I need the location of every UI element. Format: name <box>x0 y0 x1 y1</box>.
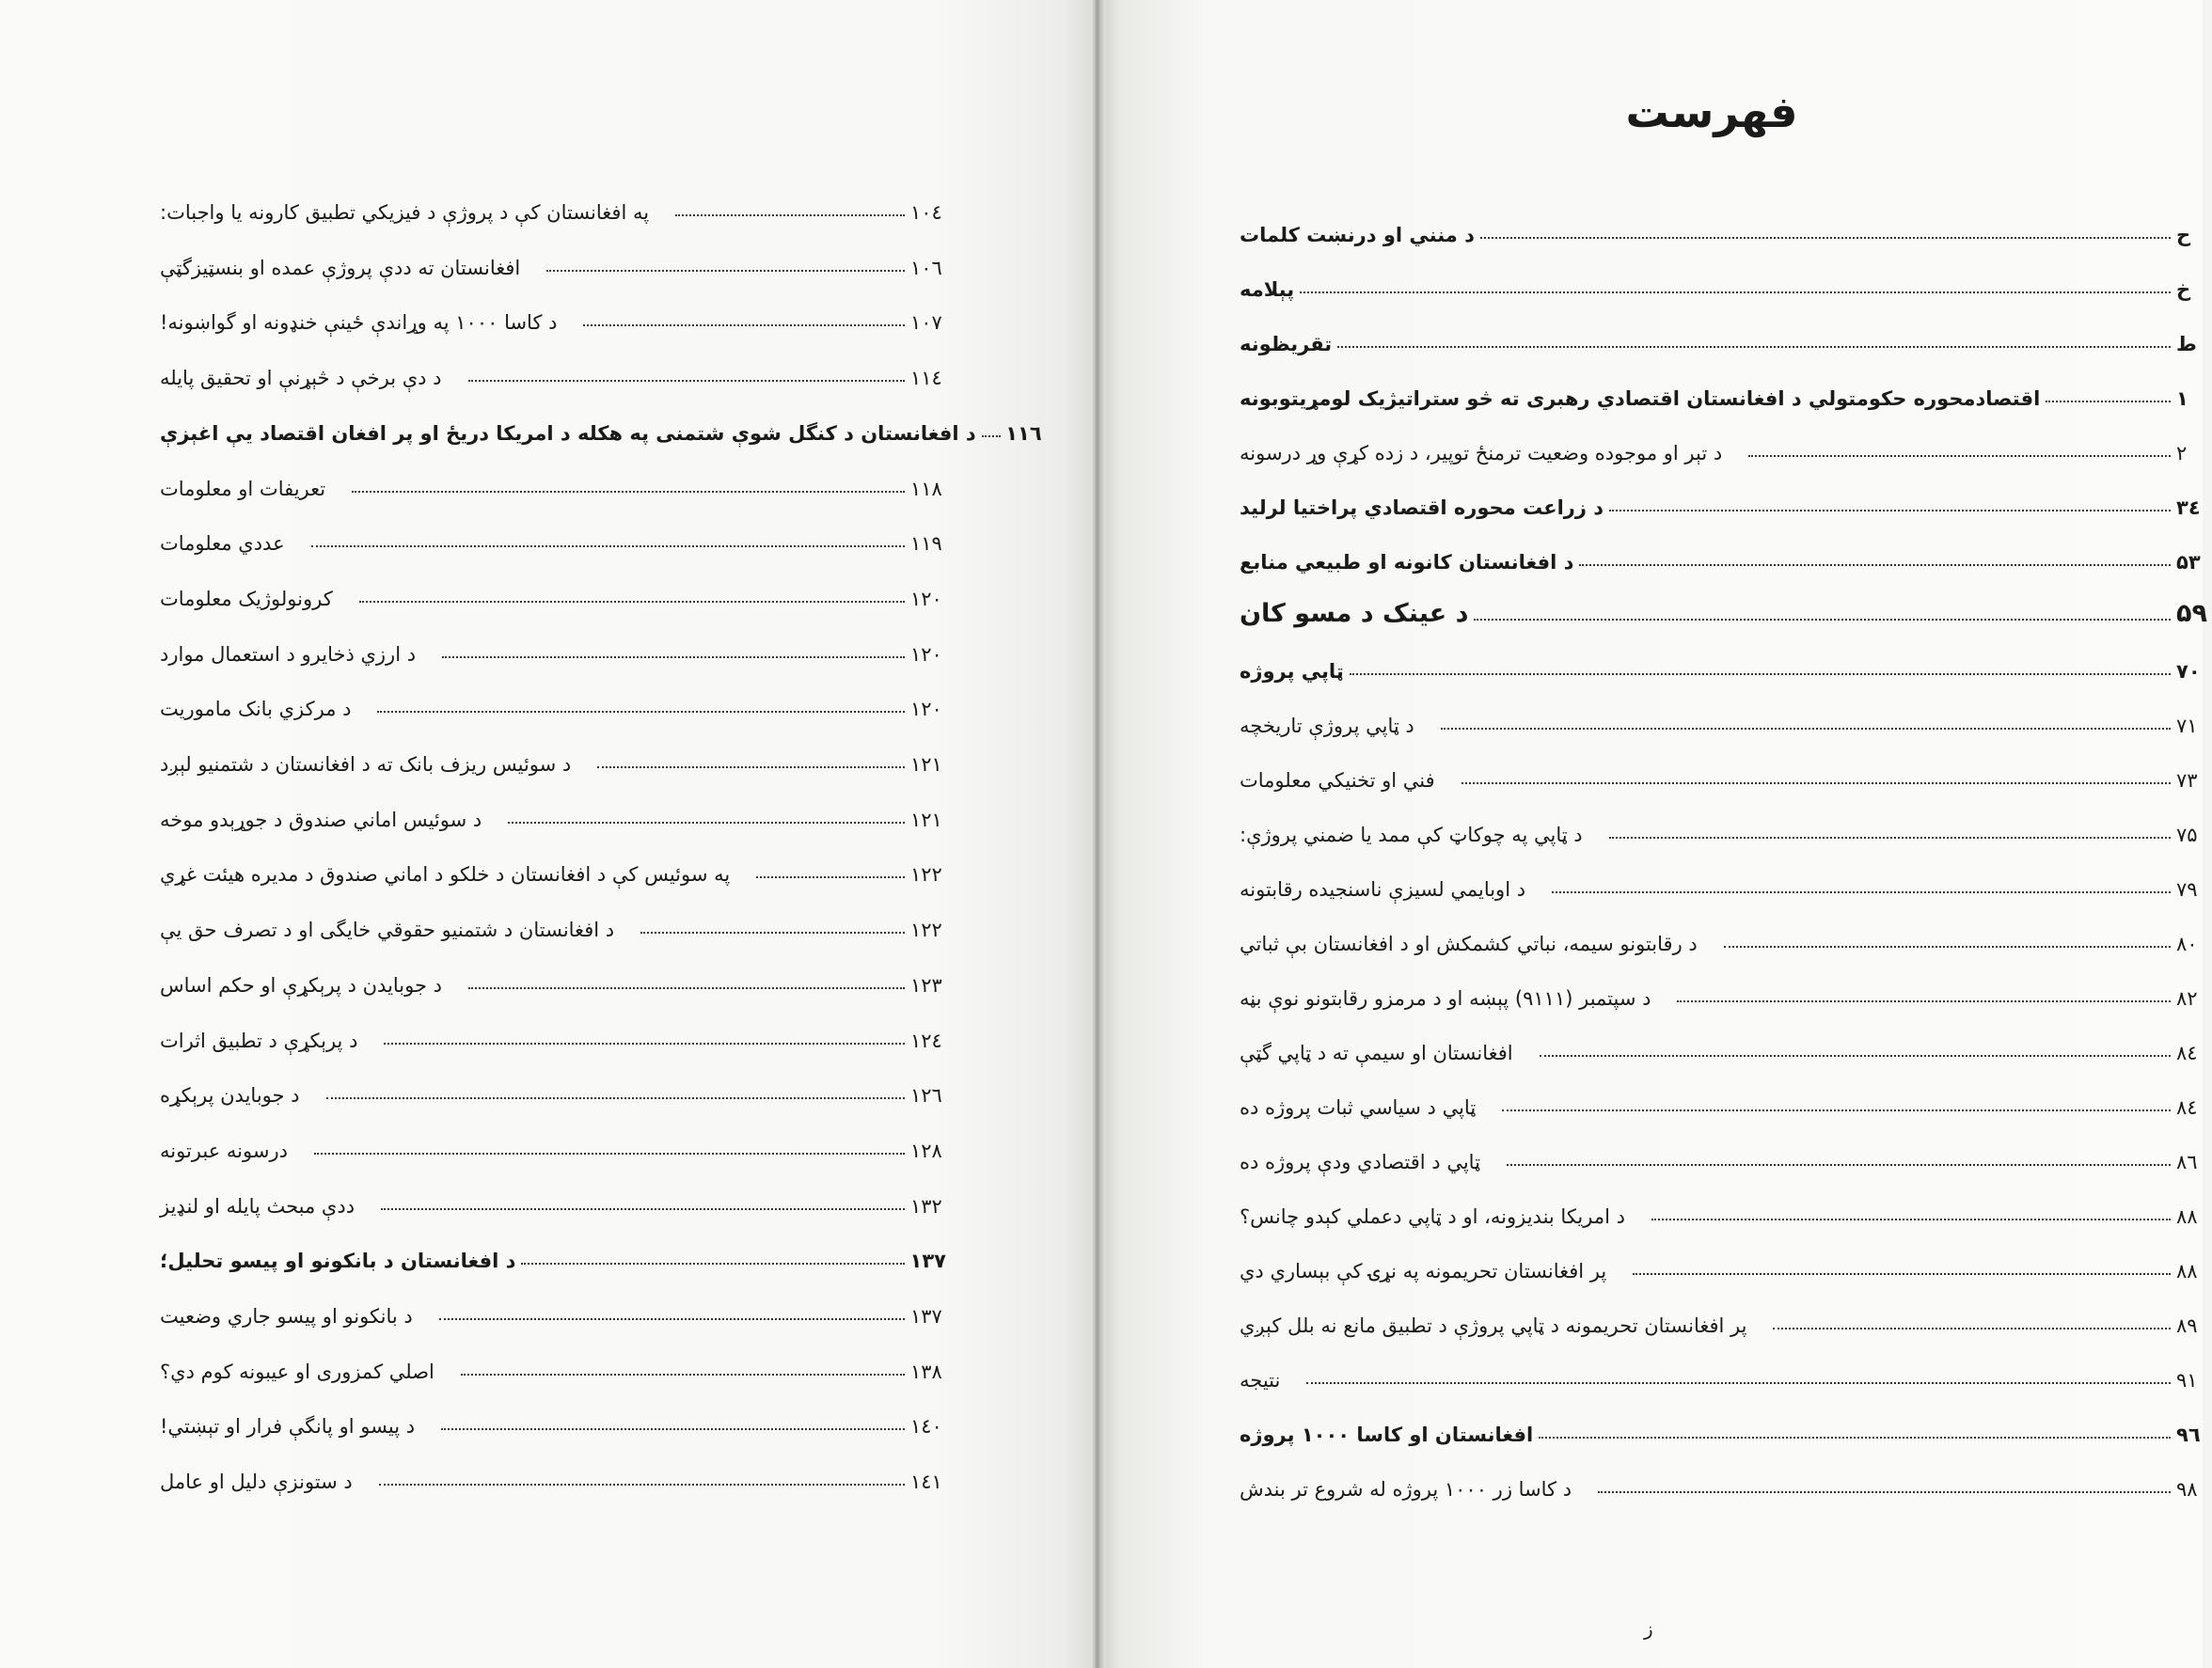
toc-entry-page-number: ۱۳۷ <box>910 1305 942 1328</box>
toc-entry-title: د ټاپي پروژې تاريخچه <box>1240 715 1414 737</box>
toc-entry <box>160 1456 946 1493</box>
dot-leader <box>1651 1219 2171 1220</box>
dot-leader <box>675 214 905 216</box>
toc-entry <box>1240 590 2212 628</box>
toc-entry-title: د افغانستان کانونه او طبيعي منابع <box>1240 551 1574 574</box>
dot-leader <box>508 822 905 824</box>
toc-entry-page-number: ۸۲ <box>2176 987 2198 1010</box>
toc-entry <box>1240 263 2212 301</box>
dot-leader <box>468 987 905 989</box>
toc-entry-page-number: ۷۱ <box>2176 715 2198 737</box>
toc-entry <box>1240 209 2212 246</box>
toc-entry <box>1240 972 2212 1010</box>
toc-entry-page-number: ۱۳۸ <box>910 1360 942 1383</box>
dot-leader <box>521 1263 904 1265</box>
toc-entry-title: د جوبايدن د پرېکړې او حکم اساس <box>160 973 443 997</box>
dot-leader <box>314 1153 905 1155</box>
toc-entry-title: افغانستان او سيمې ته د ټاپي گټې <box>1240 1042 1513 1064</box>
left-page <box>0 0 1098 1668</box>
toc-entry-title: د بانکونو او پيسو جاري وضعيت <box>160 1305 413 1328</box>
toc-entry <box>160 463 946 500</box>
toc-entry-page-number: ۵۹ <box>2176 599 2207 628</box>
toc-entry <box>1240 645 2212 683</box>
toc-entry <box>1240 863 2212 901</box>
dot-leader <box>311 545 905 547</box>
toc-entry-page-number: ۸۹ <box>2176 1314 2198 1337</box>
right-page <box>1098 0 2207 1668</box>
toc-entry-page-number: ۱۱٦ <box>1005 421 1042 445</box>
dot-leader <box>1540 1055 2171 1057</box>
toc-entry-title: پر افغانستان تحريمونه د ټاپي پروژې د تطبيق مانع نه بلل کېږي <box>1240 1314 1747 1337</box>
dot-leader <box>583 324 905 326</box>
dot-leader <box>326 1097 905 1099</box>
toc-entry <box>1240 1354 2212 1392</box>
toc-entry-title: د سوئيس اماني صندوق د جوړېدو موخه <box>160 808 482 831</box>
toc-entry-page-number: ۱۰٤ <box>910 201 942 224</box>
toc-entry-page-number: ۹۸ <box>2176 1478 2198 1501</box>
toc-entry-page-number: ۱۲۱ <box>910 753 942 776</box>
dot-leader <box>442 656 905 658</box>
toc-entry-page-number: ۸۸ <box>2176 1205 2198 1228</box>
dot-leader <box>1773 1328 2171 1330</box>
dot-leader <box>379 1484 905 1486</box>
dot-leader <box>1677 1000 2171 1002</box>
toc-entry-title: اصلي کمزوری او عيبونه کوم دي؟ <box>160 1360 434 1383</box>
dot-leader <box>1748 455 2171 457</box>
toc-entry-page-number: ۱۰۷ <box>910 311 942 335</box>
toc-entry-page-number: ۷۰ <box>2176 660 2201 683</box>
toc-entry-title: تعريفات او معلومات <box>160 477 326 500</box>
dot-leader <box>1724 946 2171 948</box>
toc-entry-title: د اوبايمي لسيزې ناسنجيده رقابتونه <box>1240 878 1526 901</box>
toc-entry <box>1240 754 2212 792</box>
toc-entry-page-number: ۸٤ <box>2176 1096 2198 1119</box>
toc-entry <box>160 296 946 334</box>
toc-entry-page-number: ۱۲۲ <box>910 863 942 887</box>
toc-entry-title: د تېر او موجوده وضعيت ترمنځ توپير، د زده کړې وړ درسونه <box>1240 442 1723 464</box>
toc-entry-page-number: ۱۲۲ <box>910 919 942 942</box>
dot-leader <box>1441 728 2171 730</box>
book-gutter <box>1091 0 1106 1668</box>
toc-entry-title: کرونولوژيک معلومات <box>160 587 333 610</box>
dot-leader <box>1579 564 2171 566</box>
toc-entry-title: د ستونزې دليل او عامل <box>160 1471 353 1494</box>
toc-entry <box>160 186 946 224</box>
toc-entry-page-number: ۳٤ <box>2176 496 2201 519</box>
dot-leader <box>640 932 905 934</box>
toc-entry <box>160 407 1042 445</box>
toc-entry <box>1240 918 2212 955</box>
toc-entry <box>1240 372 2212 410</box>
toc-entry <box>160 904 946 941</box>
toc-entry-title: د افغانستان د بانکونو او پيسو تحليل؛ <box>160 1250 516 1273</box>
toc-entry-page-number: ۸۸ <box>2176 1260 2198 1282</box>
dot-leader <box>461 1374 905 1376</box>
toc-entry <box>160 959 946 997</box>
toc-entry <box>1240 809 2212 846</box>
toc-entry-page-number: ۱۳۲ <box>910 1194 942 1218</box>
dot-leader <box>1480 237 2171 239</box>
toc-entry <box>160 848 946 886</box>
toc-entry-page-number: ۱۲٦ <box>910 1084 942 1108</box>
toc-entry-title: عددي معلومات <box>160 532 285 556</box>
toc-entry-page-number: ۱۱۹ <box>910 532 942 556</box>
toc-entry-page-number: ۱۲۸ <box>910 1139 942 1162</box>
toc-entry-page-number: ۸۰ <box>2176 933 2198 955</box>
toc-entry-title: د ټاپي په چوکاټ کې ممد يا ضمني پروژې: <box>1240 824 1583 846</box>
toc-entry-title: د افغانستان د شتمنيو حقوقي خايگی او د تصرف حق يې <box>160 919 615 942</box>
toc-entry-title: د کاسا ۱۰۰۰ په وړاندې ځينې خنډونه او گواښونه! <box>160 311 558 335</box>
toc-entry-page-number: ۱۳۷ <box>909 1250 946 1273</box>
dot-leader <box>381 1208 905 1210</box>
toc-entry-page-number: ط <box>2176 333 2197 355</box>
toc-entry-page-number: ۲ <box>2176 442 2188 464</box>
dot-leader <box>359 601 905 603</box>
toc-entry-page-number: ۹٦ <box>2176 1424 2201 1446</box>
toc-entry <box>160 242 946 279</box>
toc-entry-title: د پيسو او پانگې فرار او تېښتي! <box>160 1415 416 1439</box>
dot-leader <box>1507 1164 2171 1166</box>
toc-entry-title: ددې مبحث پايله او لنډيز <box>160 1194 356 1218</box>
toc-entry <box>1240 318 2212 355</box>
toc-entry-page-number: ۱ <box>2176 387 2188 410</box>
toc-entry <box>1240 1081 2212 1119</box>
dot-leader <box>1300 291 2171 293</box>
toc-entry <box>160 352 946 389</box>
dot-leader <box>1462 782 2171 784</box>
toc-entry-title: د عينک د مسو کان <box>1240 599 1469 628</box>
toc-entry <box>160 1400 946 1438</box>
dot-leader <box>1337 346 2171 348</box>
dot-leader <box>1306 1382 2171 1384</box>
toc-entry-title: پېلامه <box>1240 278 1295 301</box>
toc-entry <box>160 1290 946 1328</box>
toc-entry-page-number: ۱٤۰ <box>910 1415 942 1439</box>
toc-entry-page-number: ۷۵ <box>2176 824 2198 846</box>
toc-entry <box>160 1125 946 1162</box>
toc-entry-title: د زراعت محوره اقتصادي پراختيا لرليد <box>1240 496 1604 519</box>
toc-entry-title: ټاپي پروژه <box>1240 660 1344 683</box>
page-title: فهرست <box>1625 87 1798 137</box>
toc-entry <box>1240 536 2212 574</box>
toc-entry <box>1240 1463 2212 1501</box>
toc-entry-title: ټاپي د سياسي ثبات پروژه ده <box>1240 1096 1477 1119</box>
toc-entry <box>160 683 946 720</box>
toc-entry <box>1240 1027 2212 1064</box>
toc-entry-title: فني او تخنيکي معلومات <box>1240 769 1435 792</box>
toc-entry-title: د سپتمبر (۹۱۱۱) پېښه او د مرمزو رقابتونو نوې بڼه <box>1240 987 1651 1010</box>
toc-entry-page-number: ۱۲۰ <box>910 587 942 610</box>
dot-leader <box>982 435 1001 437</box>
toc-entry-title: د افغانستان د کنگل شوې شتمنی په هکله د امريکا دريځ او پر افغان اقتصاد يې اغېزې <box>160 421 976 445</box>
toc-entry-title: په سوئيس کې د افغانستان د خلکو د اماني صندوق د مديره هيئت غړي <box>160 863 731 887</box>
toc-entry-title: د سوئيس ريزف بانک ته د افغانستان د شتمنيو لېږد <box>160 753 572 776</box>
page-number-folio: ز <box>1644 1617 1653 1640</box>
toc-entry <box>160 1015 946 1052</box>
toc-entry-page-number: ۱۱۸ <box>910 477 942 500</box>
toc-entry <box>1240 1245 2212 1282</box>
toc-entry <box>1240 700 2212 737</box>
toc-entry <box>1240 1190 2212 1228</box>
toc-entry-title: د جوبايدن پرېکړه <box>160 1084 300 1108</box>
toc-entry-title: ټاپي د اقتصادي ودې پروژه ده <box>1240 1151 1480 1173</box>
dot-leader <box>1350 673 2171 675</box>
toc-entry-page-number: ۹۱ <box>2176 1369 2198 1392</box>
toc-entry-page-number: ۱۲٤ <box>910 1029 942 1052</box>
toc-entry <box>1240 427 2212 464</box>
toc-entry-title: د منني او درنښت کلمات <box>1240 224 1475 246</box>
toc-entry-title: د پرېکړې د تطبيق اثرات <box>160 1029 358 1052</box>
dot-leader <box>1502 1109 2171 1111</box>
dot-leader <box>384 1043 905 1045</box>
dot-leader <box>1609 837 2171 839</box>
toc-entry-title: نتيجه <box>1240 1369 1281 1392</box>
toc-entry <box>160 1345 946 1383</box>
toc-entry-title: د ارزي ذخايرو د استعمال موارد <box>160 642 417 666</box>
toc-entry-title: اقتصادمحوره حکومتولي د افغانستان اقتصادي رهبری ته څو ستراتيژيک لومړيتوبونه <box>1240 387 2041 410</box>
toc-entry-title: افغانستان ته ددې پروژې عمده او بنسټيزگټې <box>160 256 521 279</box>
toc-entry-page-number: ۷۳ <box>2176 769 2198 792</box>
toc-entry <box>1240 1299 2212 1337</box>
dot-leader <box>468 380 905 382</box>
toc-entry <box>160 573 946 610</box>
dot-leader <box>2046 401 2171 402</box>
toc-entry-title: پر افغانستان تحريمونه په نړۍ کې بېساري دي <box>1240 1260 1607 1282</box>
toc-entry-page-number: ۱۲۰ <box>910 698 942 721</box>
toc-entry <box>1240 1136 2212 1173</box>
toc-entry-page-number: ح <box>2176 224 2191 246</box>
toc-entry-title: په افغانستان کې د پروژې د فيزيکي تطبيق کارونه يا واجبات: <box>160 201 650 224</box>
dot-leader <box>1598 1491 2171 1493</box>
toc-entry-page-number: ۱۱٤ <box>910 367 942 390</box>
dot-leader <box>1539 1437 2171 1439</box>
toc-entry <box>160 1235 946 1272</box>
toc-entry-title: د مرکزي بانک ماموريت <box>160 698 352 721</box>
toc-entry-page-number: ۱٤۱ <box>910 1471 942 1494</box>
toc-entry-title: د کاسا زر ۱۰۰۰ پروژه له شروع تر بندش <box>1240 1478 1572 1501</box>
toc-entry-page-number: ۱۲۳ <box>910 973 942 997</box>
toc-entry-title: تقريظونه <box>1240 333 1333 355</box>
toc-entry <box>1240 481 2212 519</box>
dot-leader <box>1609 510 2171 511</box>
dot-leader <box>441 1428 905 1430</box>
toc-entry-page-number: ۵۳ <box>2176 551 2201 574</box>
toc-entry-title: د رقابتونو سيمه، نباتي کشمکش او د افغانستان بې ثباتي <box>1240 933 1698 955</box>
toc-entry-title: د امريکا بنديزونه، او د ټاپي دعملي کېدو چانس؟ <box>1240 1205 1625 1228</box>
dot-leader <box>546 270 905 272</box>
toc-entry-page-number: ۸٤ <box>2176 1042 2198 1064</box>
toc-entry <box>160 1180 946 1218</box>
dot-leader <box>439 1318 905 1320</box>
toc-entry <box>160 1069 946 1107</box>
dot-leader <box>597 766 905 768</box>
toc-entry-page-number: ۱۲۱ <box>910 808 942 831</box>
toc-entry <box>160 738 946 776</box>
toc-entry-title: افغانستان او کاسا ۱۰۰۰ پروژه <box>1240 1424 1534 1446</box>
dot-leader <box>756 876 905 878</box>
toc-entry-page-number: ۱۰٦ <box>910 256 942 279</box>
toc-entry <box>160 517 946 555</box>
toc-entry-title: د دې برخې د څېړنې او تحقيق پايله <box>160 367 442 390</box>
toc-entry <box>1240 1408 2212 1446</box>
toc-entry-title: درسونه عبرتونه <box>160 1139 288 1162</box>
dot-leader <box>1552 891 2171 893</box>
toc-entry <box>160 794 946 831</box>
dot-leader <box>1474 619 2171 621</box>
toc-entry <box>160 628 946 666</box>
dot-leader <box>1633 1273 2171 1275</box>
dot-leader <box>377 711 905 713</box>
toc-entry-page-number: خ <box>2176 278 2191 301</box>
toc-entry-page-number: ۸٦ <box>2176 1151 2198 1173</box>
toc-entry-page-number: ۷۹ <box>2176 878 2198 901</box>
toc-entry-page-number: ۱۲۰ <box>910 642 942 666</box>
dot-leader <box>352 491 905 493</box>
